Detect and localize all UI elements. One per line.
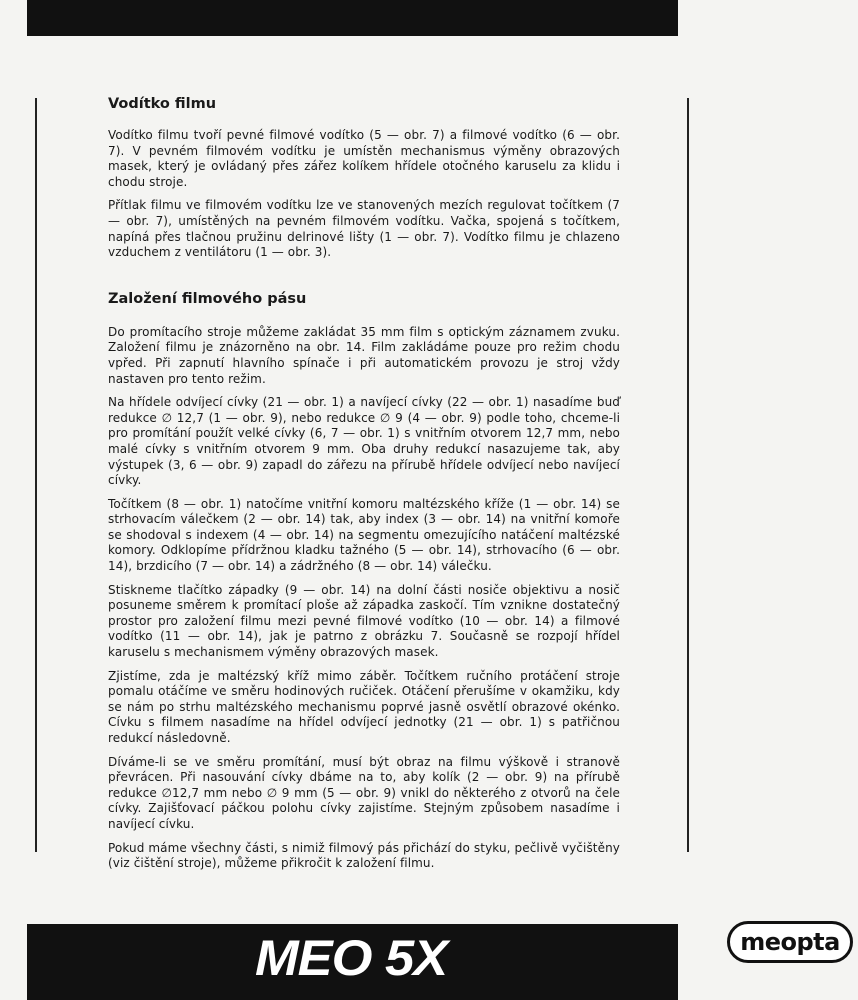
paragraph: Zjistíme, zda je maltézský kříž mimo záběr. Točítkem ručního protáčení stroje pomalu otáčíme ve směru hodinových ručiček. Otáčení přerušíme v okamžiku, kdy se nám po strhu maltézského mechanismu poprvé jasně osvětlí obrazové okénko. Cívku s filmem nasadíme na hřídel odvíjecí jednotky (21 — obr. 1) s patřičnou redukcí následovně. (108, 668, 620, 745)
model-name: MEO 5X (255, 930, 448, 986)
paragraph: Vodítko filmu tvoří pevné filmové vodítko (5 — obr. 7) a filmové vodítko (6 — obr. 7). V pevném filmovém vodítku je umístěn mechanismus výměny obrazových masek, který je ovládaný přes zářez kolíkem hřídele otočného karuselu za klidu i chodu stroje. (108, 128, 620, 189)
right-margin-rule (687, 98, 689, 852)
page-content (108, 90, 620, 880)
paragraph: Stiskneme tlačítko západky (9 — obr. 14) na dolní části nosiče objektivu a nosič posuneme směrem k promítací ploše až západka zaskočí. Tím vznikne dostatečný prostor pro založení filmu mezi pevné filmové vodítko (10 — obr. 14) a filmové vodítko (11 — obr. 14), jak je patrno z obrázku 7. Současně se rozpojí hřídel karuselu s mechanismem výměny obrazových masek. (108, 582, 620, 660)
paragraph: Točítkem (8 — obr. 1) natočíme vnitřní komoru maltézského kříže (1 — obr. 14) se strhovacím válečkem (2 — obr. 14) tak, aby index (3 — obr. 14) na vnitřní komoře se shodoval s indexem (4 — obr. 14) na segmentu omezujícího natáčení maltézské komory. Odklopíme přídržnou kladku tažného (5 — obr. 14), strhovacího (6 — obr. 14), brzdicího (7 — obr. 14) a zádržného (8 — obr. 14) válečku. (108, 496, 620, 574)
section-title-voditko: Vodítko filmu (108, 96, 217, 112)
section-title-zalozeni: Založení filmového pásu (108, 290, 307, 307)
paragraph: Do promítacího stroje můžeme zakládat 35 mm film s optickým záznamem zvuku. Založení filmu je znázorněno na obr. 14. Film zakládáme pouze pro režim chodu vpřed. Při zapnutí hlavního spínače i při automatickém provozu je stroj vždy nastaven pro tento režim. (108, 324, 620, 386)
section-body-zalozeni (108, 325, 620, 872)
paragraph: Pokud máme všechny části, s nimiž filmový pás přichází do styku, pečlivě vyčištěny (viz čištění stroje), můžeme přikročit k založení filmu. (108, 840, 620, 871)
meopta-logo (727, 921, 853, 963)
paragraph: Díváme-li se ve směru promítání, musí být obraz na filmu výškově i stranově převrácen. Při nasouvání cívky dbáme na to, aby kolík (2 — obr. 9) na přírubě redukce ∅12,7 mm nebo ∅ 9 mm (5 — obr. 9) vnikl do některého z otvorů na čele cívky. Zajišťovací páčkou polohu cívky zajistíme. Stejným způsobem nasadíme i navíjecí cívku. (108, 754, 620, 831)
paragraph: Na hřídele odvíjecí cívky (21 — obr. 1) a navíjecí cívky (22 — obr. 1) nasadíme buď redukce ∅ 12,7 (1 — obr. 9), nebo redukce ∅ 9 (4 — obr. 9) podle toho, chceme-li pro promítání použít velké cívky (6, 7 — obr. 1) s vnitřním otvorem 12,7 mm, nebo malé cívky s vnitřním otvorem 9 mm. Oba druhy redukcí nasazujeme tak, aby výstupek (3, 6 — obr. 9) zapadl do zářezu na přírubě hřídele odvíjecí nebo navíjecí cívky. (108, 395, 620, 488)
logo-text: meopta (740, 928, 840, 956)
section-body-voditko (108, 128, 620, 261)
paragraph: Přítlak filmu ve filmovém vodítku lze ve stanovených mezích regulovat točítkem (7 — obr. 7), umístěných na pevném filmovém vodítku. Vačka, spojená s točítkem, napíná přes tlačnou pružinu delrinové lišty (1 — obr. 7). Vodítko filmu je chlazeno vzduchem z ventilátoru (1 — obr. 3). (108, 198, 620, 260)
left-margin-rule (35, 98, 37, 852)
top-black-bar (27, 0, 678, 36)
